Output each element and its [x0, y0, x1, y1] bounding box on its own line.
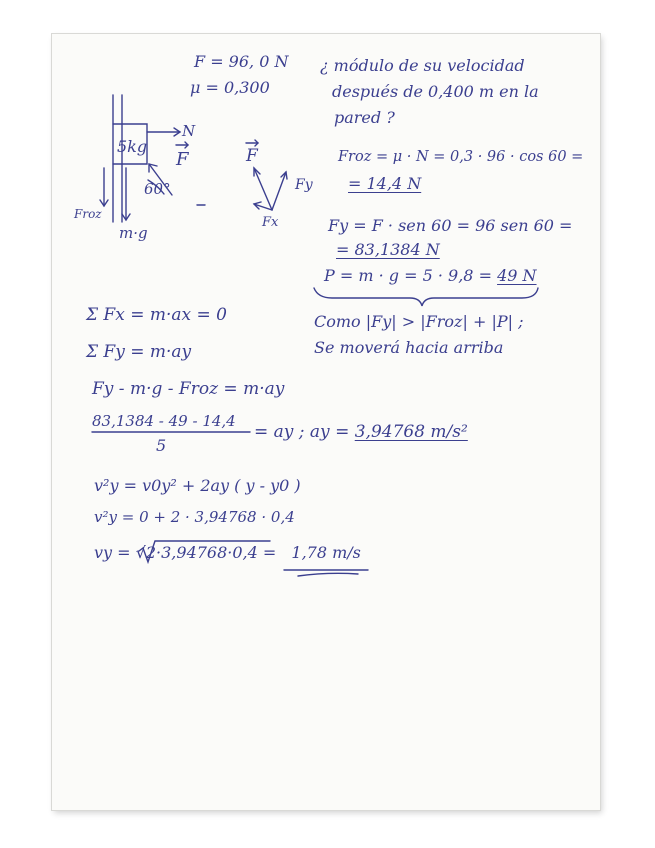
mass-label: 5kg [117, 137, 148, 156]
ay-result: 3,94768 m/s² [354, 422, 468, 442]
question-line-1: ¿ módulo de su velocidad [320, 56, 525, 75]
force-label: F [176, 149, 189, 170]
component-fy-label: Fy [295, 177, 313, 193]
comparison-line-1: Como |Fy| > |Froz| + |P| ; [314, 312, 524, 331]
comparison-line-2: Se moverá hacia arriba [314, 338, 504, 357]
weight-label: m·g [119, 224, 148, 242]
weight-calc-result: 49 N [497, 266, 537, 285]
angle-label: 60° [144, 180, 171, 198]
component-fx-label: Fx [262, 215, 279, 230]
friction-label: Froz [74, 207, 102, 221]
given-mu: μ = 0,300 [190, 78, 270, 97]
normal-label: N [182, 122, 196, 140]
ay-equation [254, 424, 468, 441]
fy-line-1: Fy = F · sen 60 = 96 sen 60 = [328, 216, 573, 235]
weight-calc [324, 268, 537, 284]
kinematics-line-3 [94, 545, 361, 561]
fraction-denominator: 5 [156, 436, 167, 455]
sum-fy: Σ Fy = m·ay [86, 342, 192, 362]
question-line-3: pared ? [334, 108, 395, 127]
fy-result: = 83,1384 N [336, 240, 440, 259]
given-force: F = 96, 0 N [194, 52, 289, 71]
friction-line-1: Froz = μ · N = 0,3 · 96 · cos 60 = [338, 149, 584, 165]
ay-equals: = ay ; ay = [254, 422, 355, 442]
newton-y: Fy - m·g - Froz = m·ay [92, 379, 285, 399]
kinematics-line-1: v²y = v0y² + 2ay ( y - y0 ) [94, 476, 301, 495]
friction-result: = 14,4 N [348, 174, 422, 193]
fraction-numerator: 83,1384 - 49 - 14,4 [92, 412, 236, 430]
brace [314, 288, 538, 306]
question-line-2: después de 0,400 m en la [332, 82, 539, 101]
fy-vector [272, 172, 286, 210]
final-velocity: 1,78 m/s [291, 543, 361, 562]
kinematics-sqrt: vy = √2·3,94768·0,4 = [94, 543, 282, 562]
component-f-label: F [246, 146, 258, 166]
weight-calc-text: P = m · g = 5 · 9,8 = [324, 266, 498, 285]
sum-fx: Σ Fx = m·ax = 0 [86, 305, 227, 325]
kinematics-line-2: v²y = 0 + 2 · 3,94768 · 0,4 [94, 508, 295, 526]
